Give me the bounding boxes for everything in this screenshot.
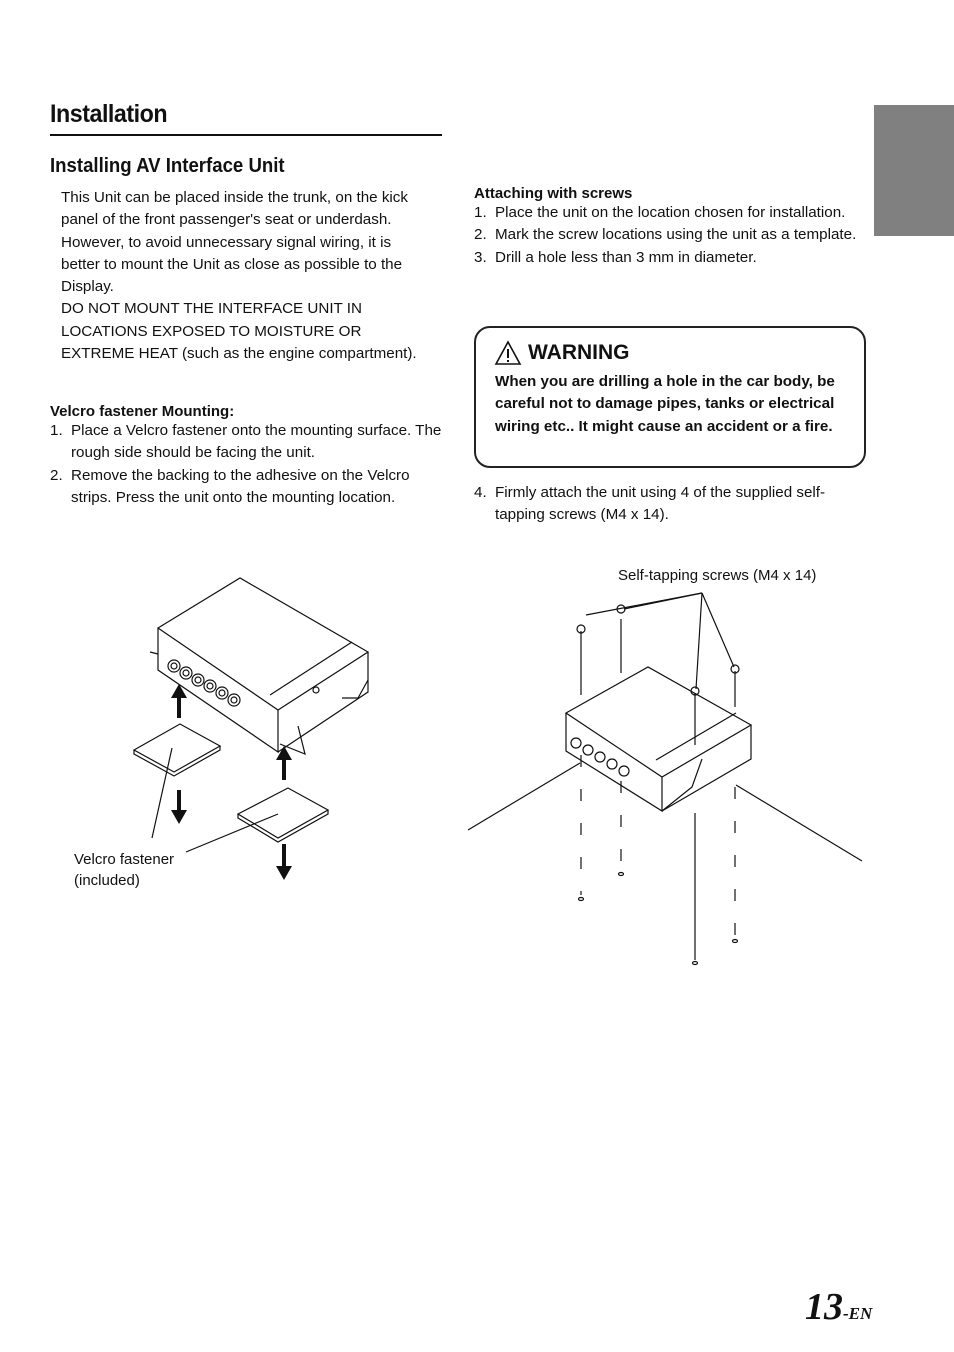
warning-title-text: WARNING — [528, 341, 630, 364]
velcro-steps — [50, 420, 442, 509]
step-text: Firmly attach the unit using 4 of the supplied self-tapping screws (M4 x 14). — [495, 484, 826, 524]
screws-steps — [474, 202, 864, 269]
list-item — [474, 247, 864, 269]
intro-caution: DO NOT MOUNT THE INTERFACE UNIT IN LOCATIONS EXPOSED TO MOISTURE OR EXTREME HEAT (such as the engine compartment). — [61, 300, 417, 363]
velcro-label-line2: (included) — [74, 871, 140, 889]
step-number: 2. — [50, 466, 63, 484]
screws-label: Self-tapping screws (M4 x 14) — [618, 567, 817, 584]
section-tab — [874, 105, 954, 236]
screws-heading: Attaching with screws — [474, 185, 633, 202]
list-item — [474, 224, 864, 246]
step-text: Place a Velcro fastener onto the mounting surface. The rough side should be facing the unit. — [71, 422, 442, 462]
list-item — [474, 202, 864, 224]
list-item — [474, 482, 866, 527]
step-text: Mark the screw locations using the unit as a template. — [495, 226, 857, 244]
step-text: Place the unit on the location chosen for installation. — [495, 204, 846, 221]
velcro-section — [50, 403, 442, 509]
list-item — [50, 420, 442, 465]
velcro-mounting-diagram — [120, 570, 390, 890]
list-item — [50, 465, 442, 510]
step-number: 3. — [474, 248, 487, 266]
page-number-value: 13 — [805, 1286, 843, 1328]
intro-text — [61, 187, 431, 365]
velcro-label-line1: Velcro fastener — [74, 851, 175, 868]
step-text: Drill a hole less than 3 mm in diameter. — [495, 248, 757, 266]
step-text: Remove the backing to the adhesive on the Velcro strips. Press the unit onto the mounting location. — [71, 466, 410, 506]
title-rule — [50, 134, 442, 136]
screws-step-4 — [474, 482, 866, 527]
warning-text: When you are drilling a hole in the car body, be careful not to damage pipes, tanks or electrical wiring etc.. It might cause an accident or a fire. — [495, 373, 835, 435]
warning-triangle-icon — [494, 340, 522, 366]
screws-section — [474, 185, 864, 269]
step-number: 1. — [50, 422, 63, 439]
screw-mounting-diagram — [466, 585, 866, 970]
page-title: Installation — [50, 100, 168, 128]
velcro-label — [74, 850, 174, 891]
step-number: 2. — [474, 226, 487, 244]
velcro-heading: Velcro fastener Mounting: — [50, 403, 235, 420]
step-number: 1. — [474, 204, 487, 221]
page-number — [805, 1285, 872, 1329]
page-number-suffix: -EN — [843, 1304, 873, 1323]
intro-paragraph: This Unit can be placed inside the trunk, on the kick panel of the front passenger's seat or underdash. However, to avoid unnecessary signal wiring, it is better to mount the Unit as close as possible to the Display. — [61, 189, 408, 296]
step-number: 4. — [474, 484, 487, 501]
section-title: Installing AV Interface Unit — [50, 155, 285, 177]
warning-title — [494, 340, 630, 366]
